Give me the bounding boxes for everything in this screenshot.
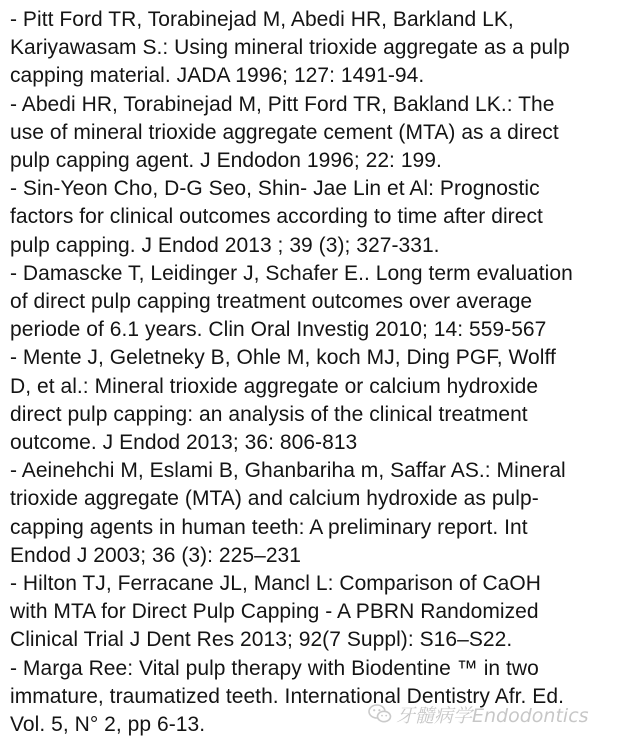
reference-line: - Aeinehchi M, Eslami B, Ghanbariha m, Saffar AS.: Mineral	[10, 459, 566, 483]
reference-line: - Marga Ree: Vital pulp therapy with Biodentine ™ in two	[10, 656, 539, 680]
reference-line: use of mineral trioxide aggregate cement (MTA) as a direct	[10, 120, 559, 144]
reference-line: periode of 6.1 years. Clin Oral Investig 2010; 14: 559-567	[10, 318, 547, 342]
reference-line: D, et al.: Mineral trioxide aggregate or calcium hydroxide	[10, 374, 539, 398]
reference-item	[10, 175, 634, 260]
watermark	[368, 700, 589, 728]
reference-item	[10, 344, 634, 457]
reference-item	[10, 260, 634, 345]
reference-line: capping material. JADA 1996; 127: 1491-94.	[10, 64, 425, 88]
reference-line: - Mente J, Geletneky B, Ohle M, koch MJ, Ding PGF, Wolff	[10, 346, 556, 370]
reference-line: Kariyawasam S.: Using mineral trioxide aggregate as a pulp	[10, 36, 570, 60]
watermark-text: 牙髓病学Endodontics	[396, 704, 589, 727]
reference-line: direct pulp capping: an analysis of the clinical treatment	[10, 402, 528, 426]
wechat-icon	[368, 703, 392, 725]
reference-line: - Sin-Yeon Cho, D-G Seo, Shin- Jae Lin et Al: Prognostic	[10, 177, 540, 201]
reference-line: - Damascke T, Leidinger J, Schafer E.. Long term evaluation	[10, 261, 573, 285]
reference-line: immature, traumatized teeth. International Dentistry Afr. Ed.	[10, 684, 564, 708]
reference-line: - Hilton TJ, Ferracane JL, Mancl L: Comparison of CaOH	[10, 572, 542, 596]
reference-line: outcome. J Endod 2013; 36: 806-813	[10, 431, 358, 455]
reference-line: trioxide aggregate (MTA) and calcium hydroxide as pulp-	[10, 487, 539, 511]
reference-item	[10, 570, 634, 655]
reference-line: capping agents in human teeth: A preliminary report. Int	[10, 515, 528, 539]
reference-item	[10, 91, 634, 176]
reference-item	[10, 457, 634, 570]
reference-line: of direct pulp capping treatment outcomes over average	[10, 290, 533, 314]
reference-line: Clinical Trial J Dent Res 2013; 92(7 Suppl): S16–S22.	[10, 628, 513, 652]
reference-line: with MTA for Direct Pulp Capping - A PBRN Randomized	[10, 600, 539, 624]
reference-line: - Abedi HR, Torabinejad M, Pitt Ford TR, Bakland LK.: The	[10, 92, 555, 116]
reference-line: pulp capping agent. J Endodon 1996; 22: 199.	[10, 149, 442, 173]
reference-line: Vol. 5, N° 2, pp 6-13.	[10, 713, 206, 737]
reference-line: - Pitt Ford TR, Torabinejad M, Abedi HR, Barkland LK,	[10, 8, 514, 31]
reference-line: factors for clinical outcomes according to time after direct	[10, 205, 543, 229]
reference-line: Endod J 2003; 36 (3): 225–231	[10, 543, 302, 567]
reference-list	[10, 6, 634, 739]
reference-line: pulp capping. J Endod 2013 ; 39 (3); 327-331.	[10, 233, 440, 257]
reference-item	[10, 6, 634, 91]
